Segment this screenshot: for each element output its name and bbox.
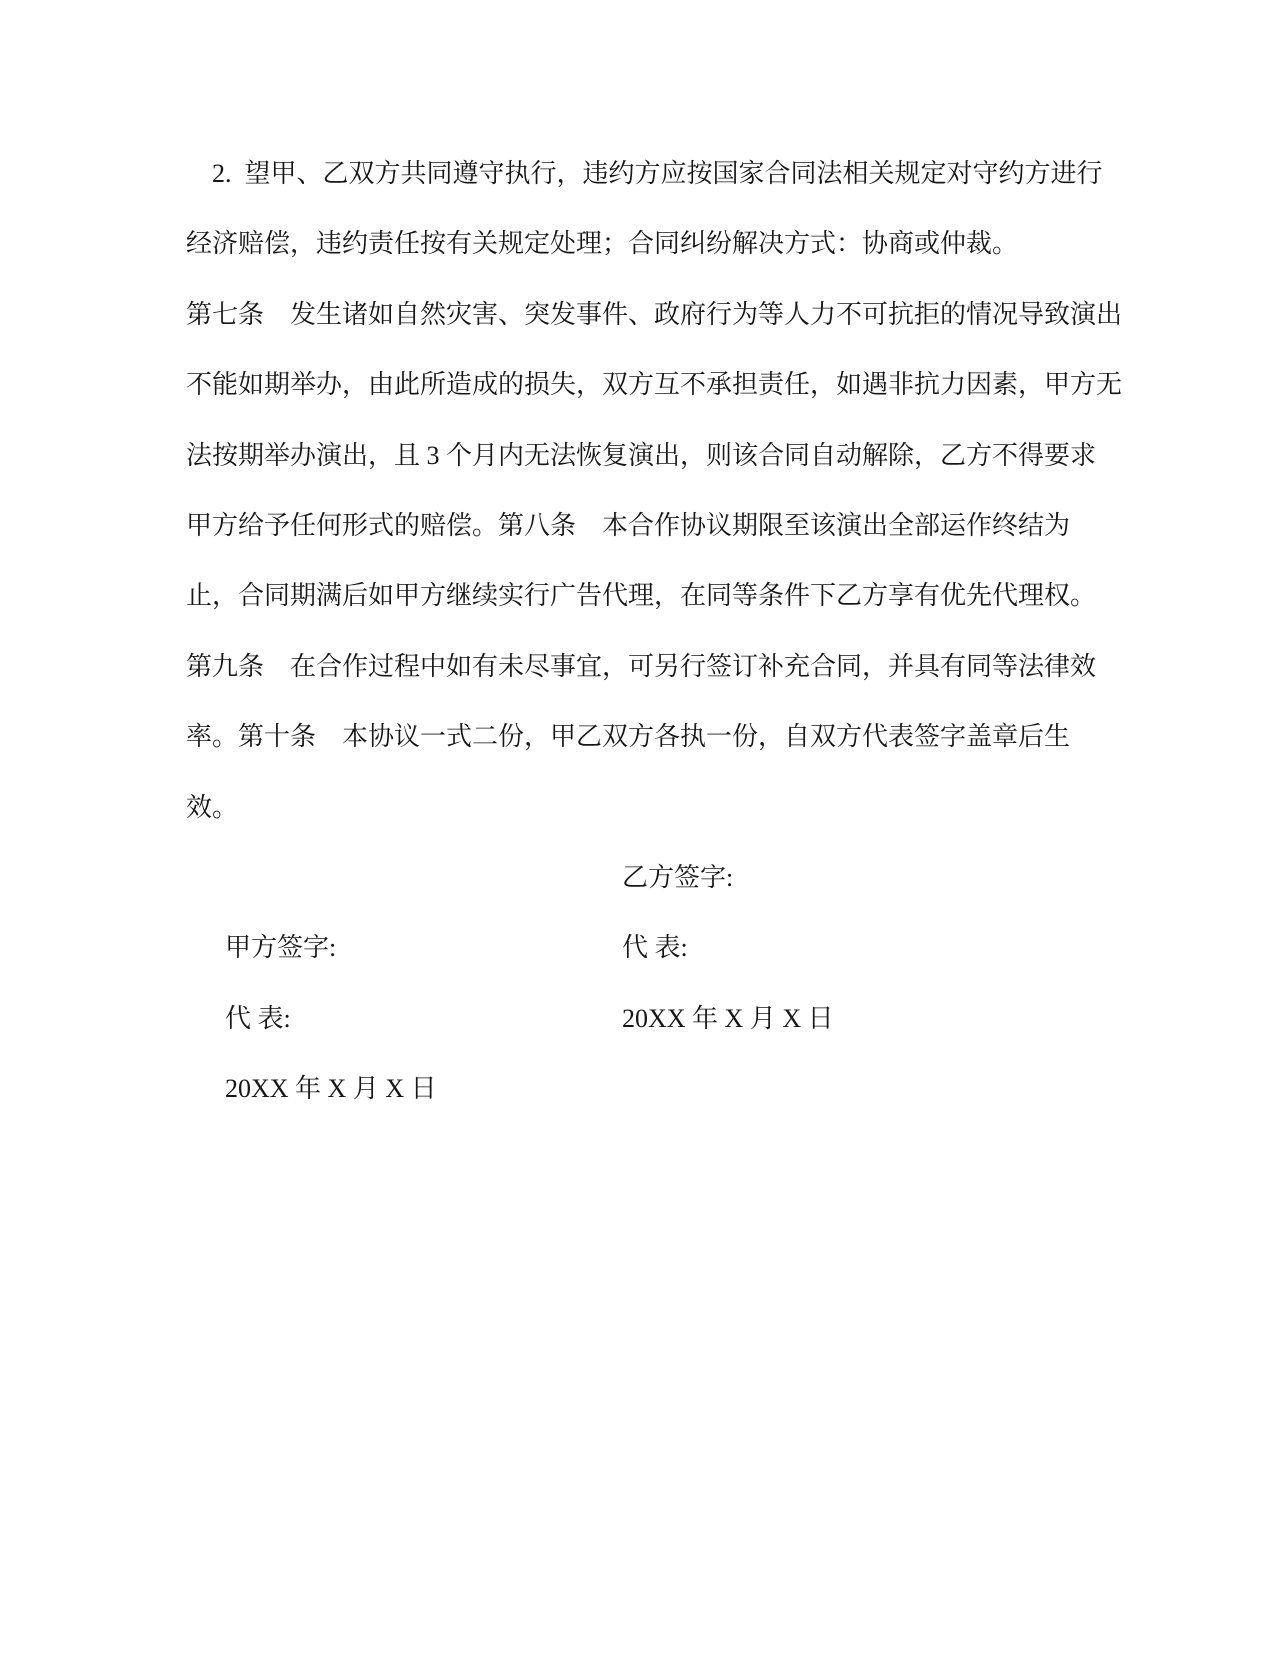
contract-line-3-clause-7: 第七条 发生诸如自然灾害、突发事件、政府行为等人力不可抗拒的情况导致演出 bbox=[186, 299, 1123, 329]
party-b-representative-label: 代 表: bbox=[622, 933, 688, 963]
party-a-representative-label: 代 表: bbox=[225, 1003, 291, 1033]
date-row bbox=[186, 984, 1146, 1104]
contract-line-2: 经济赔偿，违约责任按有关规定处理；合同纠纷解决方式：协商或仲裁。 bbox=[186, 229, 1019, 259]
contract-line-5: 法按期举办演出，且 3 个月内无法恢复演出，则该合同自动解除，乙方不得要求 bbox=[186, 440, 1097, 470]
contract-body bbox=[186, 139, 1146, 1104]
contract-line-1: 2. 望甲、乙双方共同遵守执行，违约方应按国家合同法相关规定对守约方进行 bbox=[212, 159, 1103, 188]
contract-line-9-clause-10: 率。第十条 本协议一式二份，甲乙双方各执一份，自双方代表签字盖章后生 bbox=[186, 722, 1071, 752]
contract-line-6-clause-8: 甲方给予任何形式的赔偿。第八条 本合作协议期限至该演出全部运作终结为 bbox=[186, 510, 1071, 540]
party-a-date: 20XX 年 X 月 X 日 bbox=[225, 1074, 437, 1104]
party-a-signature-label: 甲方签字: bbox=[225, 933, 337, 963]
contract-line-8-clause-9: 第九条 在合作过程中如有未尽事宜，可另行签订补充合同，并具有同等法律效 bbox=[186, 651, 1097, 681]
contract-line-10: 效。 bbox=[186, 792, 239, 822]
party-b-signature-label: 乙方签字: bbox=[622, 862, 734, 892]
contract-line-7: 止，合同期满后如甲方继续实行广告代理，在同等条件下乙方享有优先代理权。 bbox=[186, 581, 1097, 611]
contract-line-4: 不能如期举办，由此所造成的损失，双方互不承担责任，如遇非抗力因素，甲方无 bbox=[186, 370, 1123, 400]
party-b-date: 20XX 年 X 月 X 日 bbox=[622, 1003, 834, 1033]
